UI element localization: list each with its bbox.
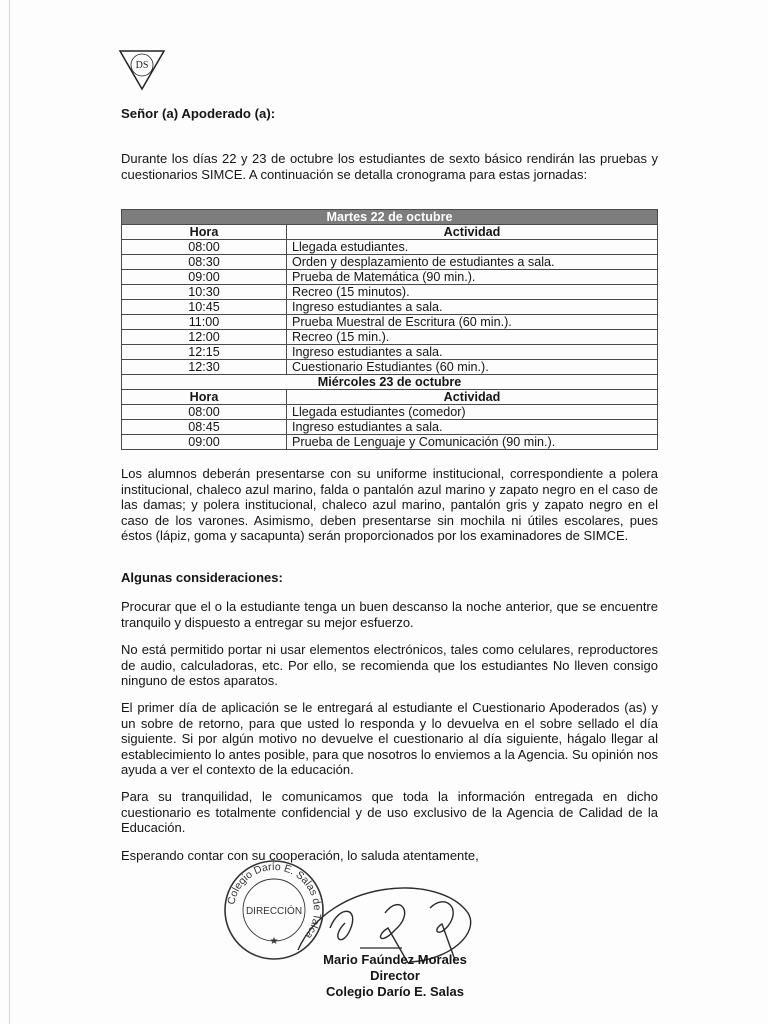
day2-col-actividad: Actividad <box>287 390 658 405</box>
day2-col-hora: Hora <box>122 390 287 405</box>
table-row <box>122 405 658 420</box>
row-hora: 10:30 <box>122 285 287 300</box>
signatory-name: Mario Faúndez Morales <box>323 952 467 967</box>
table-row <box>122 285 658 300</box>
table-row <box>122 240 658 255</box>
table-row <box>122 345 658 360</box>
signatory-role: Director <box>370 968 420 983</box>
table-row <box>122 360 658 375</box>
row-hora: 08:30 <box>122 255 287 270</box>
day1-band-row <box>122 210 658 225</box>
day1-col-hora: Hora <box>122 225 287 240</box>
row-hora: 11:00 <box>122 315 287 330</box>
row-actividad: Recreo (15 min.). <box>287 330 658 345</box>
row-hora: 08:45 <box>122 420 287 435</box>
row-actividad: Ingreso estudiantes a sala. <box>287 345 658 360</box>
table-row <box>122 330 658 345</box>
day1-title: Martes 22 de octubre <box>122 210 658 225</box>
row-hora: 12:15 <box>122 345 287 360</box>
day1-header-row <box>122 225 658 240</box>
consideration-1: Procurar que el o la estudiante tenga un buen descanso la noche anterior, que se encuentre tranquilo y dispuesto a entregar su mejor esfuerzo. <box>121 599 658 630</box>
table-row <box>122 255 658 270</box>
row-actividad: Llegada estudiantes (comedor) <box>287 405 658 420</box>
table-row <box>122 420 658 435</box>
page-edge <box>9 0 10 1024</box>
day2-header-row <box>122 390 658 405</box>
salutation: Señor (a) Apoderado (a): <box>121 106 276 121</box>
intro-paragraph: Durante los días 22 y 23 de octubre los estudiantes de sexto básico rendirán las pruebas y cuestionarios SIMCE. A continuación se detalla cronograma para estas jornadas: <box>121 151 658 182</box>
stamp-ring-text: Colegio Darío E. Salas de Talca <box>225 860 324 941</box>
consideration-4: Para su tranquilidad, le comunicamos que toda la información entregada en dicho cuestionario es totalmente confidencial y de uso exclusivo de la Agencia de Calidad de la Educación. <box>121 789 658 835</box>
schedule-table <box>121 209 658 450</box>
row-actividad: Prueba de Lenguaje y Comunicación (90 min.). <box>287 435 658 450</box>
day2-title: Miércoles 23 de octubre <box>122 375 658 390</box>
stamp-center-text: DIRECCIÓN <box>245 906 303 917</box>
day1-col-actividad: Actividad <box>287 225 658 240</box>
row-hora: 09:00 <box>122 270 287 285</box>
row-actividad: Ingreso estudiantes a sala. <box>287 300 658 315</box>
day2-band-row <box>122 375 658 390</box>
row-actividad: Prueba de Matemática (90 min.). <box>287 270 658 285</box>
row-hora: 08:00 <box>122 405 287 420</box>
row-actividad: Cuestionario Estudiantes (60 min.). <box>287 360 658 375</box>
row-actividad: Orden y desplazamiento de estudiantes a sala. <box>287 255 658 270</box>
signatory-institution: Colegio Darío E. Salas <box>326 984 464 999</box>
closing-line: Esperando contar con su cooperación, lo saluda atentamente, <box>121 848 479 863</box>
considerations-heading: Algunas consideraciones: <box>121 570 283 585</box>
row-hora: 10:45 <box>122 300 287 315</box>
row-actividad: Llegada estudiantes. <box>287 240 658 255</box>
row-actividad: Ingreso estudiantes a sala. <box>287 420 658 435</box>
consideration-2: No está permitido portar ni usar elementos electrónicos, tales como celulares, reproductores de audio, calculadoras, etc. Por ello, se recomienda que los estudiantes No lleven consigo ninguno de estos aparatos. <box>121 642 658 688</box>
row-hora: 08:00 <box>122 240 287 255</box>
svg-text:★: ★ <box>269 936 279 947</box>
table-row <box>122 315 658 330</box>
row-hora: 09:00 <box>122 435 287 450</box>
table-row <box>122 300 658 315</box>
uniform-paragraph: Los alumnos deberán presentarse con su uniforme institucional, correspondiente a polera institucional, chaleco azul marino, falda o pantalón azul marino y zapato negro en el caso de las damas; y polera institucional, chaleco azul marino, pantalón gris y zapato negro en el caso de los varones. Asimismo, deben presentarse sin mochila ni útiles escolares, pues éstos (lápiz, goma y sacapunta) serán proporcionados por los examinadores de SIMCE. <box>121 466 658 543</box>
school-logo <box>117 48 167 92</box>
row-hora: 12:30 <box>122 360 287 375</box>
signature-block <box>300 952 490 1000</box>
row-hora: 12:00 <box>122 330 287 345</box>
consideration-3: El primer día de aplicación se le entregará al estudiante el Cuestionario Apoderados (as) y un sobre de retorno, para que usted lo responda y lo devuelva en el sobre sellado el día siguiente. Si por algún motivo no devuelve el cuestionario al día siguiente, hágalo llegar al establecimiento lo antes posible, para que nosotros lo enviemos a la Agencia. Su opinión nos ayuda a ver el contexto de la educación. <box>121 700 658 777</box>
logo-initials: DS <box>135 60 149 71</box>
table-row <box>122 270 658 285</box>
row-actividad: Prueba Muestral de Escritura (60 min.). <box>287 315 658 330</box>
table-row <box>122 435 658 450</box>
row-actividad: Recreo (15 minutos). <box>287 285 658 300</box>
